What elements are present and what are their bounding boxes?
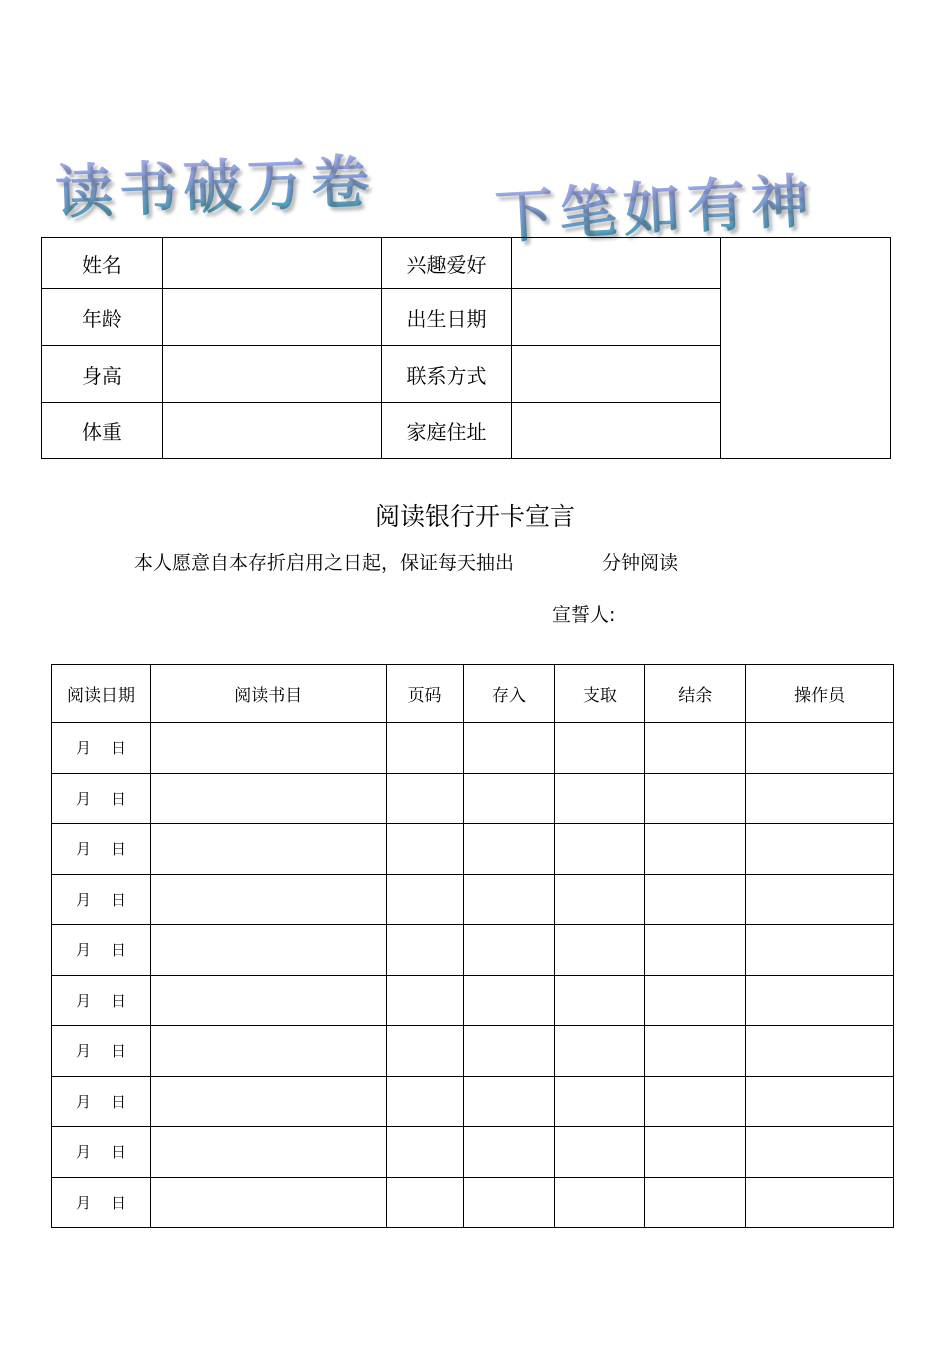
operator-cell[interactable] <box>746 773 894 824</box>
month-label: 月 <box>76 991 92 1010</box>
info-value-field[interactable] <box>512 346 721 403</box>
day-label: 日 <box>111 1143 127 1162</box>
header-page: 页码 <box>386 665 463 723</box>
info-row <box>42 238 891 289</box>
balance-cell[interactable] <box>645 975 746 1026</box>
balance-cell[interactable] <box>645 824 746 875</box>
banner-left-text: 读书破万卷 <box>54 134 377 229</box>
info-value-field[interactable] <box>162 346 381 403</box>
withdraw-cell[interactable] <box>555 1177 645 1228</box>
info-label: 出生日期 <box>381 289 512 346</box>
pledge-text-before: 本人愿意自本存折启用之日起，保证每天抽出 <box>134 552 515 574</box>
ledger-row <box>52 723 894 774</box>
deposit-cell[interactable] <box>463 975 555 1026</box>
book-title-cell[interactable] <box>150 1127 386 1178</box>
ledger-row <box>52 773 894 824</box>
ledger-body <box>52 723 894 1228</box>
balance-cell[interactable] <box>645 1076 746 1127</box>
withdraw-cell[interactable] <box>555 975 645 1026</box>
info-label: 兴趣爱好 <box>381 238 512 289</box>
header-withdraw: 支取 <box>555 665 645 723</box>
balance-cell[interactable] <box>645 874 746 925</box>
deposit-cell[interactable] <box>463 824 555 875</box>
info-table <box>41 237 891 459</box>
month-label: 月 <box>76 1092 92 1111</box>
deposit-cell[interactable] <box>463 1076 555 1127</box>
withdraw-cell[interactable] <box>555 1026 645 1077</box>
month-label: 月 <box>76 1143 92 1162</box>
deposit-cell[interactable] <box>463 925 555 976</box>
month-label: 月 <box>76 1193 92 1212</box>
operator-cell[interactable] <box>746 824 894 875</box>
page-cell[interactable] <box>386 723 463 774</box>
deposit-cell[interactable] <box>463 1127 555 1178</box>
reading-ledger-table <box>51 664 894 1228</box>
date-cell[interactable] <box>52 1127 151 1178</box>
page-cell[interactable] <box>386 1076 463 1127</box>
signer-line <box>552 600 615 627</box>
date-cell[interactable] <box>52 773 151 824</box>
operator-cell[interactable] <box>746 1026 894 1077</box>
page-cell[interactable] <box>386 1127 463 1178</box>
operator-cell[interactable] <box>746 1177 894 1228</box>
photo-box[interactable] <box>721 238 891 459</box>
book-title-cell[interactable] <box>150 824 386 875</box>
header-deposit: 存入 <box>463 665 555 723</box>
ledger-row <box>52 1127 894 1178</box>
page-cell[interactable] <box>386 1177 463 1228</box>
info-label: 年龄 <box>42 289 163 346</box>
info-label: 姓名 <box>42 238 163 289</box>
page-cell[interactable] <box>386 1026 463 1077</box>
book-title-cell[interactable] <box>150 1177 386 1228</box>
pledge-text <box>134 548 678 575</box>
banner-right-text: 下笔如有神 <box>493 154 817 255</box>
date-cell[interactable] <box>52 1026 151 1077</box>
info-value-field[interactable] <box>512 403 721 459</box>
header-reading-date: 阅读日期 <box>52 665 151 723</box>
operator-cell[interactable] <box>746 874 894 925</box>
day-label: 日 <box>111 1092 127 1111</box>
book-title-cell[interactable] <box>150 773 386 824</box>
page-cell[interactable] <box>386 975 463 1026</box>
info-label: 身高 <box>42 346 163 403</box>
ledger-row <box>52 874 894 925</box>
withdraw-cell[interactable] <box>555 1076 645 1127</box>
info-value-field[interactable] <box>162 238 381 289</box>
balance-cell[interactable] <box>645 1177 746 1228</box>
operator-cell[interactable] <box>746 975 894 1026</box>
balance-cell[interactable] <box>645 723 746 774</box>
balance-cell[interactable] <box>645 1127 746 1178</box>
ledger-row <box>52 1076 894 1127</box>
header-book-title: 阅读书目 <box>150 665 386 723</box>
withdraw-cell[interactable] <box>555 874 645 925</box>
info-label: 家庭住址 <box>381 403 512 459</box>
date-cell[interactable] <box>52 824 151 875</box>
page-cell[interactable] <box>386 874 463 925</box>
banner <box>0 140 950 252</box>
pledge-text-after: 分钟阅读 <box>602 552 679 574</box>
month-label: 月 <box>76 941 92 960</box>
operator-cell[interactable] <box>746 723 894 774</box>
date-cell[interactable] <box>52 975 151 1026</box>
header-operator: 操作员 <box>746 665 894 723</box>
day-label: 日 <box>111 1042 127 1061</box>
info-label: 联系方式 <box>381 346 512 403</box>
deposit-cell[interactable] <box>463 1026 555 1077</box>
page-cell[interactable] <box>386 925 463 976</box>
book-title-cell[interactable] <box>150 874 386 925</box>
balance-cell[interactable] <box>645 773 746 824</box>
operator-cell[interactable] <box>746 925 894 976</box>
month-label: 月 <box>76 890 92 909</box>
declaration-title: 阅读银行开卡宣言 <box>374 502 575 531</box>
date-cell[interactable] <box>52 723 151 774</box>
info-value-field[interactable] <box>162 289 381 346</box>
day-label: 日 <box>111 840 127 859</box>
withdraw-cell[interactable] <box>555 925 645 976</box>
month-label: 月 <box>76 840 92 859</box>
month-label: 月 <box>76 1042 92 1061</box>
date-cell[interactable] <box>52 925 151 976</box>
date-cell[interactable] <box>52 1177 151 1228</box>
signer-label: 宣誓人: <box>552 604 616 626</box>
withdraw-cell[interactable] <box>555 824 645 875</box>
balance-cell[interactable] <box>645 1026 746 1077</box>
ledger-header-row <box>52 665 894 723</box>
deposit-cell[interactable] <box>463 874 555 925</box>
month-label: 月 <box>76 739 92 758</box>
day-label: 日 <box>111 890 127 909</box>
ledger-row <box>52 975 894 1026</box>
day-label: 日 <box>111 1193 127 1212</box>
book-title-cell[interactable] <box>150 723 386 774</box>
date-cell[interactable] <box>52 874 151 925</box>
page-cell[interactable] <box>386 773 463 824</box>
day-label: 日 <box>111 789 127 808</box>
operator-cell[interactable] <box>746 1076 894 1127</box>
book-title-cell[interactable] <box>150 975 386 1026</box>
deposit-cell[interactable] <box>463 773 555 824</box>
day-label: 日 <box>111 991 127 1010</box>
book-title-cell[interactable] <box>150 1026 386 1077</box>
deposit-cell[interactable] <box>463 1177 555 1228</box>
page-cell[interactable] <box>386 824 463 875</box>
info-value-field[interactable] <box>512 238 721 289</box>
info-label: 体重 <box>42 403 163 459</box>
withdraw-cell[interactable] <box>555 773 645 824</box>
date-cell[interactable] <box>52 1076 151 1127</box>
withdraw-cell[interactable] <box>555 1127 645 1178</box>
ledger-row <box>52 1026 894 1077</box>
ledger-row <box>52 925 894 976</box>
day-label: 日 <box>111 941 127 960</box>
ledger-row <box>52 1177 894 1228</box>
month-label: 月 <box>76 789 92 808</box>
ledger-row <box>52 824 894 875</box>
deposit-cell[interactable] <box>463 723 555 774</box>
balance-cell[interactable] <box>645 925 746 976</box>
book-title-cell[interactable] <box>150 1076 386 1127</box>
info-value-field[interactable] <box>162 403 381 459</box>
info-value-field[interactable] <box>512 289 721 346</box>
header-balance: 结余 <box>645 665 746 723</box>
day-label: 日 <box>111 739 127 758</box>
operator-cell[interactable] <box>746 1127 894 1178</box>
withdraw-cell[interactable] <box>555 723 645 774</box>
book-title-cell[interactable] <box>150 925 386 976</box>
